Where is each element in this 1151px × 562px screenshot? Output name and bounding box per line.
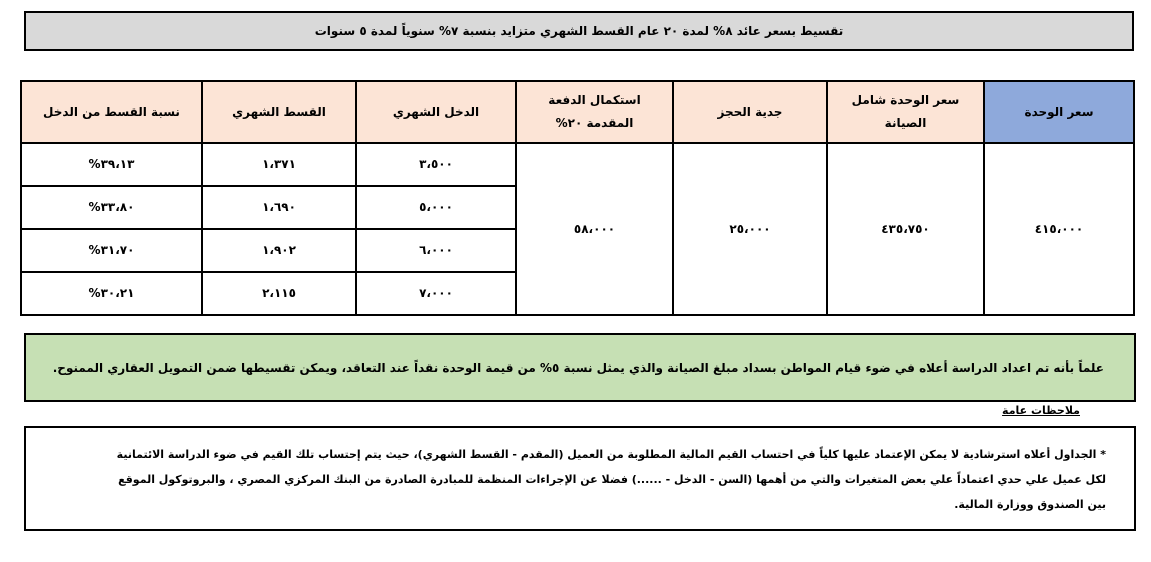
header-unit-price: سعر الوحدة bbox=[984, 81, 1134, 143]
cell-installment-ratio: ٣٩،١٣% bbox=[21, 143, 202, 186]
header-down-payment-completion: استكمال الدفعة المقدمة ٢٠% bbox=[516, 81, 673, 143]
header-installment-income-ratio: نسبة القسط من الدخل bbox=[21, 81, 202, 143]
cell-monthly-installment: ١،٦٩٠ bbox=[202, 186, 356, 229]
maintenance-note-box bbox=[24, 333, 1136, 402]
cell-monthly-income: ٥،٠٠٠ bbox=[356, 186, 516, 229]
header-monthly-installment: القسط الشهري bbox=[202, 81, 356, 143]
general-notes-heading: ملاحظات عامة bbox=[1002, 404, 1080, 417]
plan-title: تقسيط بسعر عائد ٨% لمدة ٢٠ عام القسط الشهري متزايد بنسبة ٧% سنوياً لمدة ٥ سنوات bbox=[314, 24, 844, 38]
plan-title-banner bbox=[24, 11, 1134, 51]
installment-table bbox=[20, 80, 1135, 316]
cell-installment-ratio: ٣٣،٨٠% bbox=[21, 186, 202, 229]
cell-down-payment-completion: ٥٨،٠٠٠ bbox=[516, 143, 673, 315]
cell-booking-deposit: ٢٥،٠٠٠ bbox=[673, 143, 827, 315]
notes-line: لكل عميل علي حدي اعتماداً علي بعض المتغيرات والتي من أهمها (السن - الدخل - ......) فضلا عن الإجراءات المنظمة للمبادرة الصادرة من البنك المركزي المصري ، والبروتوكول الموقع bbox=[118, 473, 1106, 486]
maintenance-note-text: علماً بأنه تم اعداد الدراسة أعلاه في ضوء قيام المواطن بسداد مبلغ الصيانة والذي يمثل نسبة ٥% من قيمة الوحدة نقداً عند التعاقد، ويمكن تقسيطها ضمن التمويل العقاري الممنوح. bbox=[52, 360, 1104, 375]
cell-monthly-income: ٧،٠٠٠ bbox=[356, 272, 516, 315]
cell-monthly-installment: ١،٣٧١ bbox=[202, 143, 356, 186]
notes-line: * الجداول أعلاه استرشادية لا يمكن الإعتماد عليها كلياً في احتساب القيم المالية المطلوبة من العميل (المقدم - القسط الشهري)، حيث يتم إحتساب تلك القيم في ضوء الدراسة الائتمانية bbox=[116, 448, 1106, 461]
cell-installment-ratio: ٣٠،٢١% bbox=[21, 272, 202, 315]
header-unit-price-with-maintenance: سعر الوحدة شامل الصيانة bbox=[827, 81, 984, 143]
general-notes-box bbox=[24, 426, 1136, 531]
header-booking-deposit: جدية الحجز bbox=[673, 81, 827, 143]
cell-monthly-installment: ١،٩٠٢ bbox=[202, 229, 356, 272]
table-row bbox=[21, 143, 1134, 186]
cell-monthly-income: ٦،٠٠٠ bbox=[356, 229, 516, 272]
table-header-row bbox=[21, 81, 1134, 143]
notes-line: بين الصندوق ووزارة المالية. bbox=[954, 498, 1106, 511]
cell-monthly-income: ٣،٥٠٠ bbox=[356, 143, 516, 186]
cell-monthly-installment: ٢،١١٥ bbox=[202, 272, 356, 315]
header-monthly-income: الدخل الشهري bbox=[356, 81, 516, 143]
cell-unit-price-with-maintenance: ٤٣٥،٧٥٠ bbox=[827, 143, 984, 315]
cell-unit-price: ٤١٥،٠٠٠ bbox=[984, 143, 1134, 315]
cell-installment-ratio: ٣١،٧٠% bbox=[21, 229, 202, 272]
